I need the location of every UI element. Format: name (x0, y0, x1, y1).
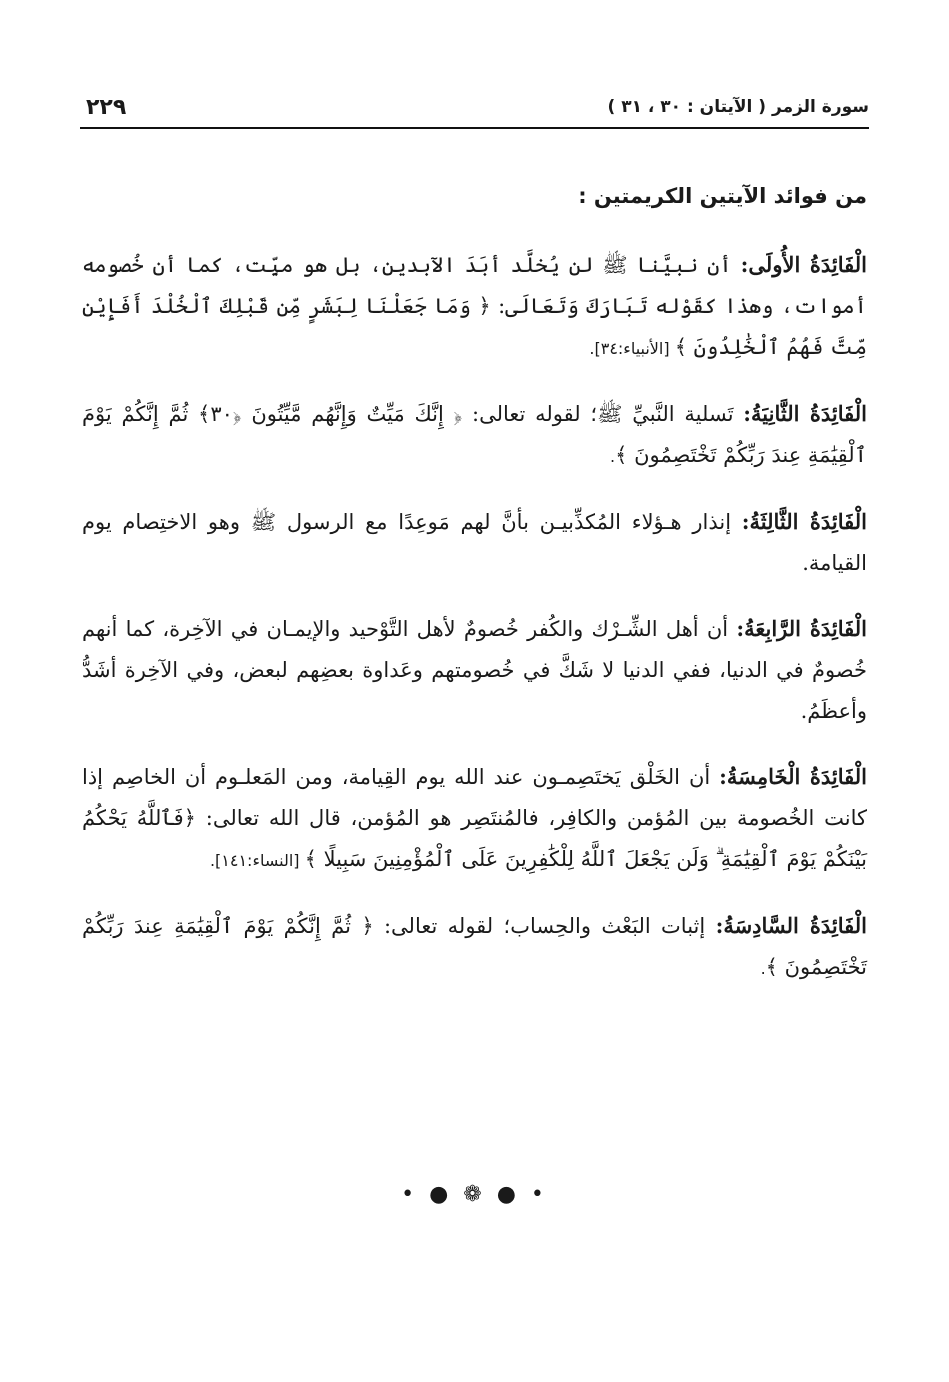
verse-reference: [النساء:١٤١]. (209, 851, 305, 870)
benefit-label: الْفَائِدَةُ الرَّابِعَةُ: (736, 616, 867, 641)
benefit-text: تَسلية النَّبيِّ ﷺ؛ لقوله تعالى: (462, 402, 744, 426)
benefit-text: أن أهل الشِّـرْك والكُفر خُصومٌ لأهل التَّوْحيد والإيمـان في الآخِرة، كما أنهم خُصومٌ في الدنيا، ففي الدنيا لا شَكَّ في خُصومتهم وعَداوة بعضِهم لبعض، وفي الآخِرة أشَدُّ وأعظَمُ. (82, 617, 867, 723)
benefit-paragraph-1 (82, 244, 867, 369)
section-title: من فوائد الآيتين الكريمتين : (578, 184, 867, 208)
benefit-text: أن الخَلْق يَختَصِمـون عند الله يوم القِيامة، ومن المَعلـوم أن الخاصِم إذا كانت الخُصومة بين المُؤمن والكافِر، فالمُنتَصِر هو المُؤمن، قال الله تعالى: (82, 765, 868, 830)
page-header (80, 93, 869, 129)
quran-verse: ﴿فَٱللَّهُ يَحْكُمُ بَيْنَكُمْ يَوْمَ ٱلْقِيَٰمَةِ ۗ وَلَن يَجْعَلَ ٱللَّهُ لِلْكَٰفِرِينَ عَلَى ٱلْمُؤْمِنِينَ سَبِيلًا ﴾ (82, 806, 867, 871)
page-number: ٢٢٩ (86, 95, 127, 120)
benefit-text: إثبات البَعْث والحِساب؛ لقوله تعالى: (373, 914, 716, 938)
benefit-text: أن نبيَّنا ﷺ لن يُخلَّد أبَدَ الآبدين، بل هو ميِّت، كما أن خُصومه أموات، وهذا كقَوْله تَبَارَكَ وَتَعَالَى: (82, 253, 867, 318)
benefit-paragraph-2 (82, 393, 867, 477)
benefit-label: الْفَائِدَةُ الْخَامِسَةُ: (719, 764, 867, 789)
benefit-paragraph-6 (82, 905, 867, 989)
benefit-label: الْفَائِدَةُ الثَّالِثَةُ: (741, 509, 867, 534)
benefit-paragraph-4 (82, 608, 867, 732)
header-rule (80, 127, 869, 129)
verse-reference: . (610, 447, 616, 466)
benefit-text: إنذار هـؤلاء المُكذِّبيـن بأنَّ لهم مَوعِدًا مع الرسول ﷺ وهو الاختِصام يوم القيامة. (82, 510, 867, 575)
benefit-label: الْفَائِدَةُ الثَّانِيَةُ: (743, 401, 867, 426)
quran-verse: ﴿ إِنَّكَ مَيِّتٌ وَإِنَّهُم مَّيِّتُونَ ﴿٣٠﴾ ثُمَّ إِنَّكُمْ يَوْمَ ٱلْقِيَٰمَةِ عِندَ رَبِّكُمْ تَخْتَصِمُونَ ﴾ (82, 402, 867, 467)
end-ornament-icon: • ● ❁ ● • (401, 1182, 548, 1207)
benefit-label: الْفَائِدَةُ الأُولَى: (740, 252, 867, 277)
benefit-label: الْفَائِدَةُ السَّادِسَةُ: (715, 913, 867, 938)
benefit-paragraph-5 (82, 756, 867, 881)
benefit-paragraph-3 (82, 501, 867, 584)
verse-reference: [الأنبياء:٣٤]. (589, 339, 675, 358)
quran-verse: ﴿ ثُمَّ إِنَّكُمْ يَوْمَ ٱلْقِيَٰمَةِ عِندَ رَبِّكُمْ تَخْتَصِمُونَ ﴾ (82, 914, 867, 979)
surah-title: سورة الزمر ( الآيتان : ٣٠ ، ٣١ ) (607, 97, 869, 117)
quran-verse: ﴿ وَمَا جَعَلْنَا لِبَشَرٍ مِّن قَبْلِكَ ٱلْخُلْدَ أَفَإِيْن مِّتَّ فَهُمُ ٱلْخَٰلِدُونَ ﴾ (82, 294, 867, 359)
verse-reference: . (760, 959, 766, 978)
page-body (82, 176, 867, 1013)
